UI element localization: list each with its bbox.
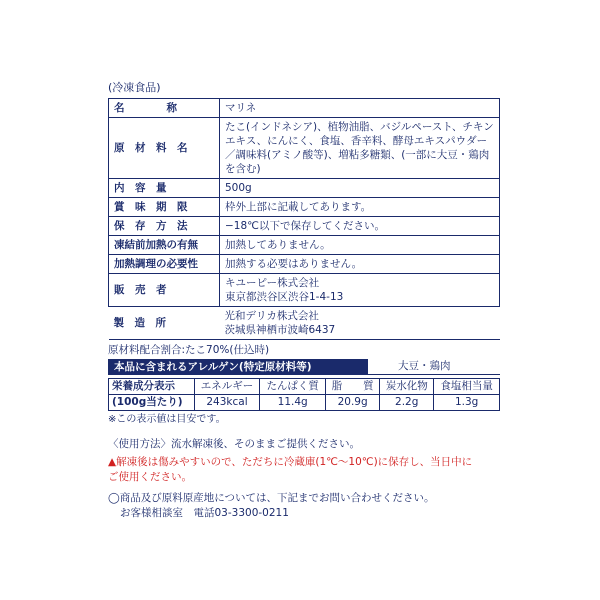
nutrition-value: 243kcal <box>194 395 260 411</box>
spec-row <box>109 255 500 274</box>
spec-table <box>108 98 500 340</box>
nutrition-value: 1.3g <box>434 395 500 411</box>
spec-row <box>109 118 500 179</box>
spec-value: 光和デリカ株式会社 茨城県神栖市波崎6437 <box>220 307 500 340</box>
allergen-label: 本品に含まれるアレルゲン(特定原材料等) <box>108 359 368 375</box>
allergen-row <box>108 359 500 375</box>
spec-row <box>109 179 500 198</box>
storage-warning <box>108 455 500 485</box>
usage-instructions: 〈使用方法〉流水解凍後、そのままご提供ください。 <box>108 438 360 450</box>
spec-key: 製 造 所 <box>109 307 220 340</box>
spec-row <box>109 274 500 307</box>
warning-line: ご使用ください。 <box>108 471 192 483</box>
spec-row <box>109 99 500 118</box>
contact-line: ◯商品及び原料原産地については、下記までお問い合わせください。 <box>108 492 435 504</box>
estimate-note: ※この表示値は目安です。 <box>108 414 226 425</box>
nutrition-basis: (100g当たり) <box>109 395 195 411</box>
nutrition-column-header: 脂 質 <box>326 379 380 395</box>
nutrition-value: 2.2g <box>380 395 434 411</box>
contact-info <box>108 491 500 521</box>
spec-value: 加熱する必要はありません。 <box>220 255 500 274</box>
food-label <box>108 80 500 521</box>
ingredient-ratio: 原材料配合割合:たこ70%(仕込時) <box>108 344 270 356</box>
spec-key: 内 容 量 <box>109 179 220 198</box>
spec-row <box>109 307 500 340</box>
spec-key: 保 存 方 法 <box>109 217 220 236</box>
nutrition-value: 11.4g <box>260 395 326 411</box>
spec-key: 名 称 <box>109 99 220 118</box>
spec-value: 加熱してありません。 <box>220 236 500 255</box>
allergen-value: 大豆・鶏肉 <box>368 359 500 375</box>
spec-row <box>109 217 500 236</box>
nutrition-column-header: たんぱく質 <box>260 379 326 395</box>
spec-row <box>109 236 500 255</box>
spec-key: 凍結前加熱の有無 <box>109 236 220 255</box>
spec-value: 枠外上部に記載してあります。 <box>220 198 500 217</box>
nutrition-column-header: 食塩相当量 <box>434 379 500 395</box>
spec-row <box>109 198 500 217</box>
spec-key: 賞 味 期 限 <box>109 198 220 217</box>
spec-value: マリネ <box>220 99 500 118</box>
nutrition-header-row <box>109 379 500 395</box>
spec-value: 500g <box>220 179 500 198</box>
nutrition-table <box>108 378 500 411</box>
spec-value: −18℃以下で保存してください。 <box>220 217 500 236</box>
nutrition-column-header: 炭水化物 <box>380 379 434 395</box>
spec-key: 販 売 者 <box>109 274 220 307</box>
nutrition-value: 20.9g <box>326 395 380 411</box>
contact-phone: お客様相談室 電話03-3300-0211 <box>120 507 289 519</box>
nutrition-value-row <box>109 395 500 411</box>
spec-key: 加熱調理の必要性 <box>109 255 220 274</box>
frozen-food-label: (冷凍食品) <box>108 81 161 94</box>
spec-value: たこ(インドネシア)、植物油脂、バジルペースト、チキンエキス、にんにく、食塩、香辛料、酵母エキスパウダー／調味料(アミノ酸等)、増粘多糖類、(一部に大豆・鶏肉を含む) <box>220 118 500 179</box>
warning-line: ▲解凍後は傷みやすいので、ただちに冷蔵庫(1℃〜10℃)に保存し、当日中に <box>108 456 473 468</box>
nutrition-column-header: エネルギー <box>194 379 260 395</box>
nutrition-heading: 栄養成分表示 <box>109 379 195 395</box>
spec-key: 原 材 料 名 <box>109 118 220 179</box>
spec-value: キユーピー株式会社 東京都渋谷区渋谷1-4-13 <box>220 274 500 307</box>
